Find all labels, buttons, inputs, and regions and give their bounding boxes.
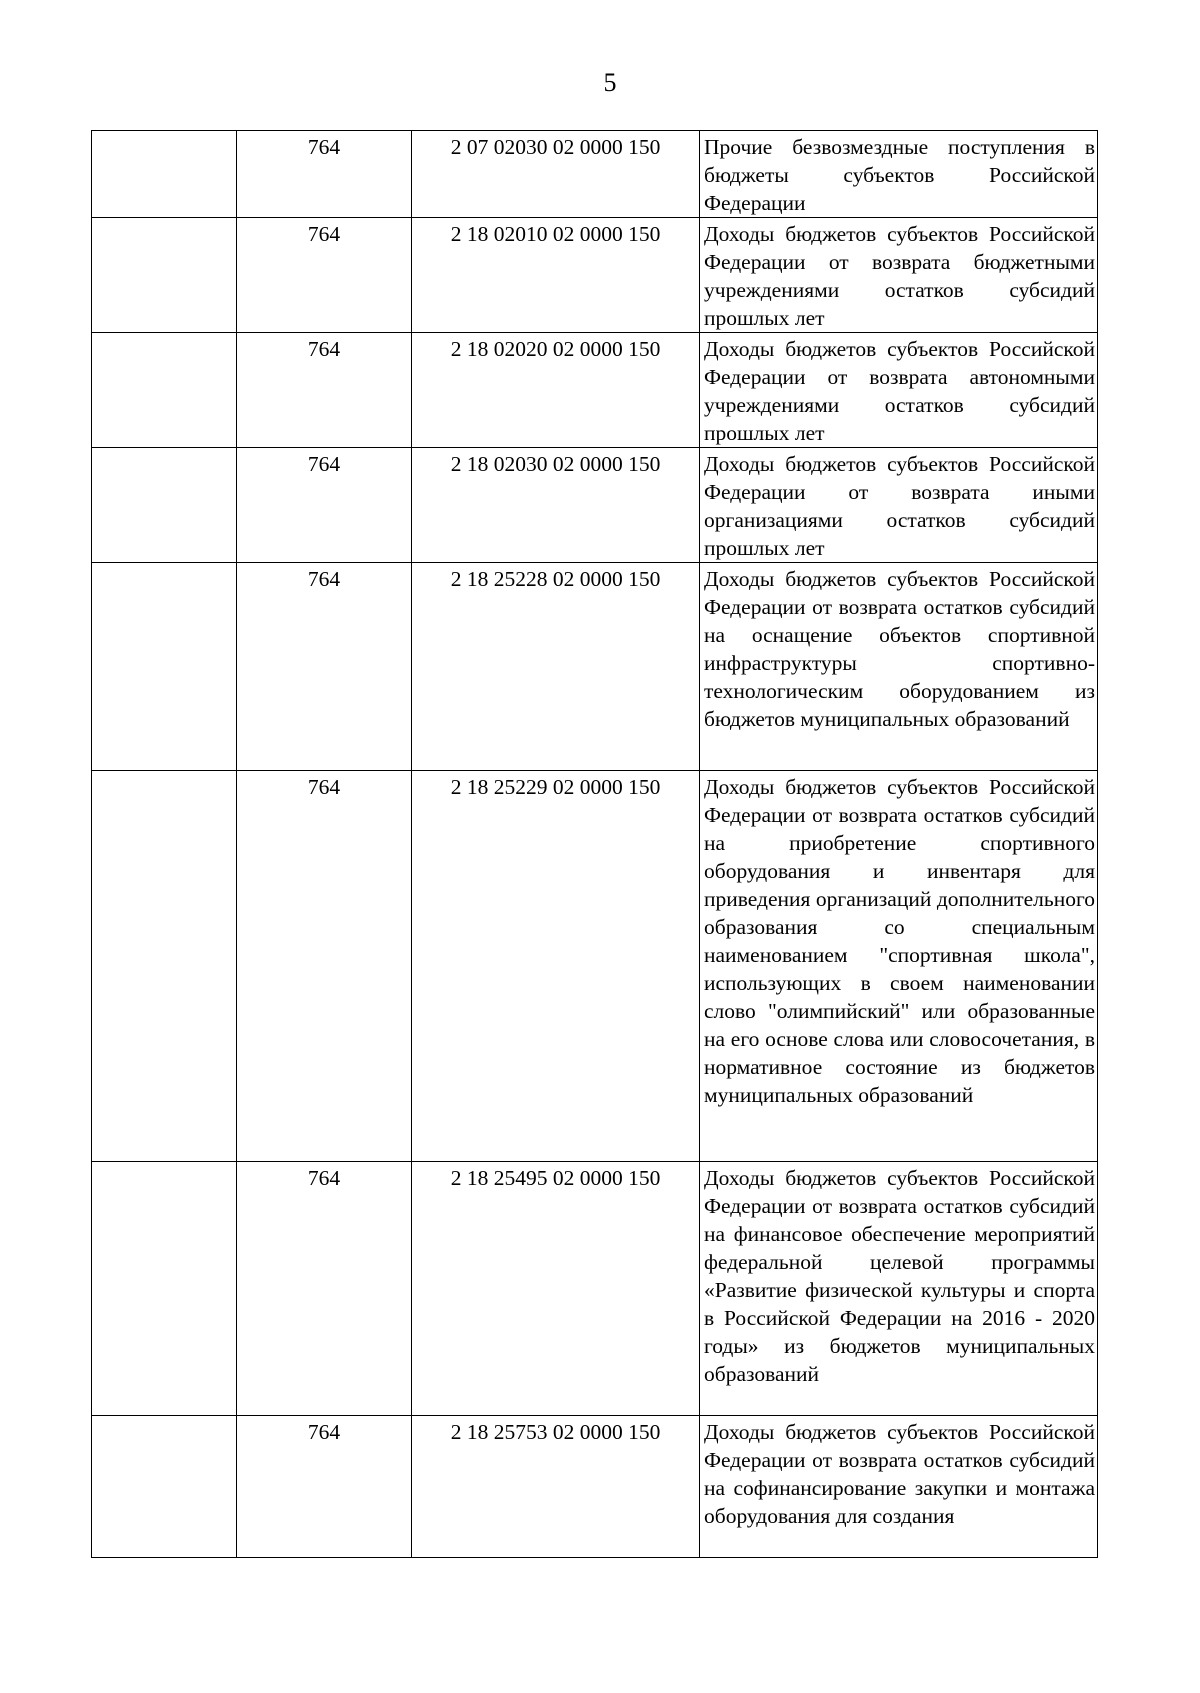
budget-code-cell: 2 18 25228 02 0000 150 <box>412 563 700 771</box>
table-row <box>92 333 1098 448</box>
table-row <box>92 563 1098 771</box>
table-row <box>92 1416 1098 1558</box>
admin-code-cell: 764 <box>237 131 412 218</box>
empty-cell <box>92 563 237 771</box>
description-cell: Доходы бюджетов субъектов Российской Федерации от возврата остатков субсидий на приобретение спортивного оборудования и инвентаря для приведения организаций дополнительного образования со специальным наименованием "спортивная школа", использующих в своем наименовании слово "олимпийский" или образованные на его основе слова или словосочетания, в нормативное состояние из бюджетов муниципальных образований <box>700 771 1098 1162</box>
table-row <box>92 771 1098 1162</box>
budget-code-cell: 2 18 25495 02 0000 150 <box>412 1162 700 1416</box>
admin-code-cell: 764 <box>237 771 412 1162</box>
table-row <box>92 131 1098 218</box>
empty-cell <box>92 131 237 218</box>
description-cell: Доходы бюджетов субъектов Российской Федерации от возврата остатков субсидий на софинансирование закупки и монтажа оборудования для создания <box>700 1416 1098 1558</box>
empty-cell <box>92 771 237 1162</box>
empty-cell <box>92 333 237 448</box>
description-cell: Доходы бюджетов субъектов Российской Федерации от возврата бюджетными учреждениями остатков субсидий прошлых лет <box>700 218 1098 333</box>
budget-code-cell: 2 18 02010 02 0000 150 <box>412 218 700 333</box>
empty-cell <box>92 448 237 563</box>
budget-code-cell: 2 18 25229 02 0000 150 <box>412 771 700 1162</box>
admin-code-cell: 764 <box>237 1416 412 1558</box>
admin-code-cell: 764 <box>237 563 412 771</box>
admin-code-cell: 764 <box>237 448 412 563</box>
table-row <box>92 1162 1098 1416</box>
budget-code-cell: 2 07 02030 02 0000 150 <box>412 131 700 218</box>
page-number: 5 <box>603 68 617 97</box>
table-body <box>92 131 1098 1558</box>
description-cell: Прочие безвозмездные поступления в бюджеты субъектов Российской Федерации <box>700 131 1098 218</box>
budget-code-cell: 2 18 25753 02 0000 150 <box>412 1416 700 1558</box>
description-cell: Доходы бюджетов субъектов Российской Федерации от возврата остатков субсидий на оснащение объектов спортивной инфраструктуры спортивно-технологическим оборудованием из бюджетов муниципальных образований <box>700 563 1098 771</box>
table-row <box>92 218 1098 333</box>
admin-code-cell: 764 <box>237 1162 412 1416</box>
description-cell: Доходы бюджетов субъектов Российской Федерации от возврата остатков субсидий на финансовое обеспечение мероприятий федеральной целевой программы «Развитие физической культуры и спорта в Российской Федерации на 2016 - 2020 годы» из бюджетов муниципальных образований <box>700 1162 1098 1416</box>
description-cell: Доходы бюджетов субъектов Российской Федерации от возврата иными организациями остатков субсидий прошлых лет <box>700 448 1098 563</box>
admin-code-cell: 764 <box>237 333 412 448</box>
empty-cell <box>92 1416 237 1558</box>
admin-code-cell: 764 <box>237 218 412 333</box>
empty-cell <box>92 218 237 333</box>
description-cell: Доходы бюджетов субъектов Российской Федерации от возврата автономными учреждениями остатков субсидий прошлых лет <box>700 333 1098 448</box>
budget-code-cell: 2 18 02020 02 0000 150 <box>412 333 700 448</box>
budget-code-cell: 2 18 02030 02 0000 150 <box>412 448 700 563</box>
empty-cell <box>92 1162 237 1416</box>
table-row <box>92 448 1098 563</box>
budget-codes-table <box>91 130 1098 1558</box>
